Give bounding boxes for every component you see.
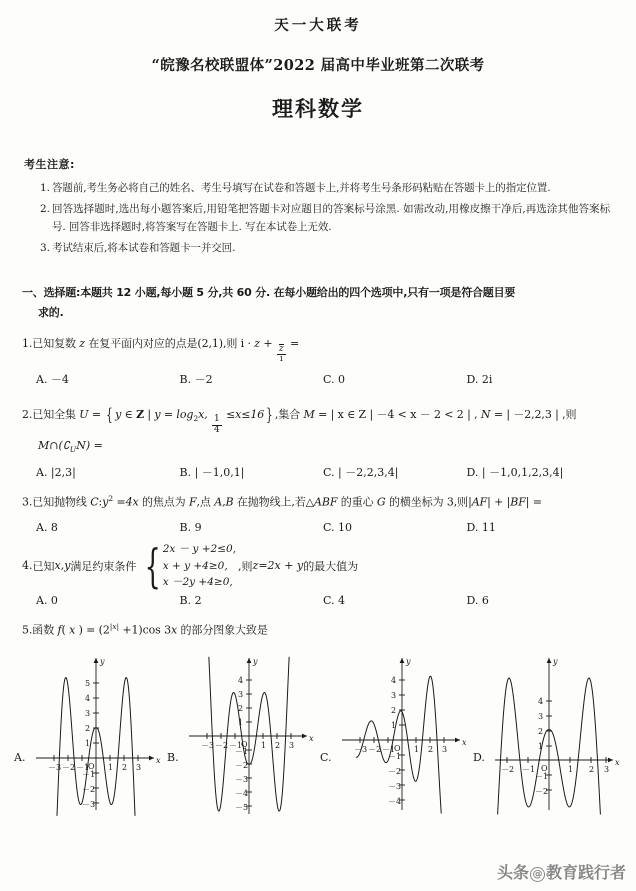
q3-text-e: 的重心 — [337, 495, 377, 509]
plot-c-xlabel: x — [462, 738, 467, 747]
q2-range: ≤x≤16 — [222, 407, 265, 421]
question-1-options — [36, 371, 610, 389]
svg-text:3: 3 — [442, 745, 448, 754]
notice-item-number: 3. — [40, 242, 51, 255]
question-1 — [22, 335, 610, 390]
q5-text-c: ) = (2 — [75, 623, 110, 637]
q2-option-a[interactable]: A. |2,3| — [36, 466, 76, 480]
plot-b-ylabel: y — [253, 657, 258, 666]
q2-brace-close: } — [266, 404, 273, 425]
svg-text:－4: －4 — [235, 789, 249, 798]
q5-graph-label-a: A. — [14, 750, 26, 764]
q5-var-x2: x — [171, 623, 178, 637]
question-5-stem — [22, 621, 610, 640]
svg-text:1: 1 — [538, 742, 544, 751]
watermark-suffix: 教育践行者 — [545, 863, 626, 882]
q1-fraction — [277, 344, 286, 365]
svg-text:1: 1 — [238, 718, 244, 727]
q3-text-f: 的横坐标为 3,则| — [385, 495, 472, 509]
candidate-notice — [24, 156, 610, 257]
plot-b-axes — [189, 657, 314, 814]
svg-text:1: 1 — [568, 765, 574, 774]
q5-text-a: 函数 — [32, 623, 58, 637]
q3-colon: : — [98, 495, 103, 509]
q2-option-b[interactable]: B. | －1,0,1| — [179, 466, 245, 480]
notice-item-text: 答题前,考生务必将自己的姓名、考生号填写在试卷和答题卡上,并将考生号条形码粘贴在答题卡上的指定位置. — [52, 181, 551, 194]
svg-text:1: 1 — [391, 721, 397, 730]
question-4 — [22, 538, 610, 593]
q5-exponent: |x| — [109, 622, 119, 632]
notice-item — [24, 200, 610, 236]
svg-text:－4: －4 — [388, 797, 402, 806]
q3-text-h: | = — [525, 495, 542, 509]
question-1-number: 1. — [22, 336, 33, 350]
q3-focus-f: F — [188, 495, 197, 509]
question-3-number: 3. — [22, 495, 33, 509]
svg-text:2: 2 — [428, 745, 434, 754]
notice-item-number: 1. — [40, 181, 51, 194]
svg-text:－1: －1 — [522, 765, 536, 774]
svg-text:－2: －2 — [235, 761, 249, 770]
q4-option-d[interactable]: D. 6 — [466, 594, 489, 608]
q4-option-b[interactable]: B. 2 — [179, 594, 202, 608]
q2-bar: | — [144, 407, 155, 421]
q3-option-a[interactable]: A. 8 — [36, 521, 58, 535]
svg-text:3: 3 — [136, 763, 142, 772]
q1-option-c[interactable]: C. 0 — [323, 373, 346, 387]
exam-subject: 理科数学 — [272, 97, 364, 121]
svg-text:1: 1 — [108, 763, 114, 772]
plot-d-axes — [495, 657, 620, 810]
q2-log-arg: x, — [198, 407, 212, 421]
plot-d-ylabel: y — [553, 657, 558, 666]
q5-graph-option-b[interactable] — [167, 650, 320, 818]
q3-option-b[interactable]: B. 9 — [179, 521, 202, 535]
q2-complement-expr: N) = — [76, 439, 103, 453]
q5-text-e: 的部分图象大致是 — [177, 623, 268, 637]
exam-title: “皖豫名校联盟体”2022 届高中毕业班第二次联考 — [151, 57, 485, 74]
q3-text-d: 在抛物线上,若△ — [233, 495, 315, 509]
q2-equals: = — [88, 407, 105, 421]
q3-exponent: 2 — [108, 494, 114, 504]
plot-b-y-arrow — [247, 658, 252, 663]
q1-text-a: 已知复数 — [32, 336, 80, 350]
section-heading — [22, 283, 610, 324]
q1-fraction-numerator: z — [278, 343, 284, 354]
q4-constraint-2: x + y +4≥0, — [162, 559, 228, 572]
question-2-options — [36, 464, 610, 482]
q2-set-n: N — [480, 407, 491, 421]
q3-points-ab: A,B — [214, 495, 234, 509]
svg-text:2: 2 — [538, 727, 544, 736]
q4-text-a: 已知 — [32, 559, 55, 573]
svg-text:－1: －1 — [82, 770, 96, 779]
svg-text:1: 1 — [261, 741, 267, 750]
svg-text:4: 4 — [238, 676, 244, 685]
q4-objective-expr: =2x + y — [258, 559, 304, 573]
notice-title: 考生注意: — [24, 158, 75, 171]
q3-text-b: 的焦点为 — [138, 495, 189, 509]
svg-text:－5: －5 — [235, 803, 249, 812]
svg-text:－1: －1 — [235, 747, 249, 756]
q5-graph-label-c: C. — [320, 750, 332, 764]
svg-text:－2: －2 — [215, 741, 229, 750]
q1-option-b[interactable]: B. －2 — [179, 373, 213, 387]
q3-option-d[interactable]: D. 11 — [466, 521, 496, 535]
svg-text:4: 4 — [391, 676, 397, 685]
q5-graph-label-d: D. — [473, 750, 485, 764]
q2-intersection: M∩(∁ — [38, 439, 70, 453]
section-heading-line1: 一、选择题:本题共 12 小题,每小题 5 分,共 60 分. 在每小题给出的四个选项中,只有一项是符合题目要 — [22, 286, 516, 300]
q2-fraction-numerator: 1 — [214, 414, 220, 425]
exam-organization: 天一大联考 — [274, 17, 362, 34]
svg-text:－2: －2 — [368, 745, 382, 754]
svg-text:2: 2 — [275, 741, 281, 750]
q5-plot-a — [32, 650, 164, 818]
q4-constraint-1: 2x － y +2≤0, — [162, 543, 237, 556]
svg-text:4: 4 — [538, 697, 544, 706]
svg-text:－3: －3 — [201, 741, 215, 750]
plot-d-origin: O — [541, 764, 548, 773]
q1-text-d: = — [286, 336, 300, 350]
notice-list — [24, 179, 610, 257]
q2-brace-open: { — [106, 404, 113, 425]
plot-c-y-arrow — [400, 658, 405, 663]
svg-text:－2: －2 — [388, 767, 402, 776]
q3-option-c[interactable]: C. 10 — [323, 521, 353, 535]
q4-constraint-3: x －2y +4≥0, — [162, 575, 233, 588]
q1-fraction-denominator: i — [279, 354, 283, 365]
question-3-stem — [22, 493, 610, 512]
plot-c-yticks — [388, 676, 405, 806]
svg-text:3: 3 — [604, 765, 610, 774]
plot-a-axes — [36, 657, 161, 810]
svg-text:2: 2 — [238, 704, 244, 713]
plot-d-xticks — [501, 757, 609, 774]
q1-var-z2: z — [254, 336, 260, 350]
q4-system-brace: { — [145, 538, 162, 593]
question-2 — [22, 401, 610, 483]
q1-text-c: + — [259, 336, 276, 350]
plot-d-xlabel: x — [615, 758, 620, 767]
question-5 — [22, 621, 610, 640]
svg-text:－3: －3 — [235, 775, 249, 784]
q1-var-z: z — [79, 336, 85, 350]
q3-equation: =4x — [113, 495, 139, 509]
svg-text:3: 3 — [391, 691, 397, 700]
plot-c-origin: O — [394, 744, 401, 753]
q5-graph-option-c[interactable] — [320, 650, 473, 818]
svg-text:－1: －1 — [76, 763, 90, 772]
notice-item-text: 回答选择题时,选出每小题答案后,用铅笔把答题卡对应题目的答案标号涂黑. 如需改动,用橡皮擦干净后,再选涂其他答案标号. 回答非选择题时,将答案写在答题卡上. 写在本试卷上无效. — [52, 202, 610, 233]
svg-text:3: 3 — [238, 690, 244, 699]
q3-text-c: ,点 — [196, 495, 215, 509]
q1-text-b: 在复平面内对应的点是(2,1),则 i · — [85, 336, 255, 350]
plot-a-xlabel: x — [156, 756, 161, 765]
plot-a-x-arrow — [149, 756, 154, 761]
q3-seg-bf: BF — [510, 495, 526, 509]
q5-var-x: x — [69, 623, 76, 637]
q2-log-base: 2 — [193, 413, 199, 423]
q5-graph-label-b: B. — [167, 750, 179, 764]
q2-fraction — [212, 415, 222, 435]
svg-text:1: 1 — [414, 745, 420, 754]
q3-var-y: y — [102, 495, 109, 509]
question-2-number: 2. — [22, 407, 33, 421]
svg-text:3: 3 — [289, 741, 295, 750]
svg-text:－3: －3 — [388, 782, 402, 791]
question-4-number: 4. — [22, 559, 33, 573]
q3-curve-c: C — [90, 495, 99, 509]
svg-text:－1: －1 — [535, 772, 549, 781]
question-3 — [22, 493, 610, 537]
svg-text:－2: －2 — [62, 763, 76, 772]
plot-d-yticks — [535, 697, 552, 796]
q4-constraint-rows — [163, 541, 236, 590]
plot-b-origin: O — [241, 740, 248, 749]
plot-a-ylabel: y — [100, 657, 105, 666]
svg-text:－2: －2 — [82, 785, 96, 794]
svg-text:－1: －1 — [382, 745, 396, 754]
notice-item-number: 2. — [40, 202, 51, 215]
question-4-options — [36, 592, 610, 610]
q5-plot-b — [185, 650, 317, 818]
svg-text:2: 2 — [391, 706, 397, 715]
plot-c-x-arrow — [455, 738, 460, 743]
q5-plot-c — [338, 650, 470, 818]
svg-text:2: 2 — [589, 765, 595, 774]
q5-func-f: f — [57, 623, 62, 637]
plot-c-ylabel: y — [406, 657, 411, 666]
svg-text:－1: －1 — [388, 752, 402, 761]
q4-text-e: 的最大值为 — [303, 559, 359, 573]
q3-seg-af: AF — [471, 495, 488, 509]
q2-set-m: M — [303, 407, 315, 421]
notice-item-text: 考试结束后,将本试卷和答题卡一并交回. — [52, 242, 236, 255]
q2-text-a: 已知全集 — [32, 407, 80, 421]
q1-option-a[interactable]: A. －4 — [36, 373, 69, 387]
svg-text:3: 3 — [85, 709, 91, 718]
q2-fraction-denominator: 4 — [214, 424, 220, 435]
q4-vars-xy: x,y — [54, 559, 71, 573]
q2-log-expr: y = log — [154, 407, 194, 421]
svg-text:2: 2 — [122, 763, 128, 772]
svg-text:3: 3 — [538, 712, 544, 721]
q4-option-a[interactable]: A. 0 — [36, 594, 58, 608]
svg-text:－3: －3 — [354, 745, 368, 754]
q4-text-b: 满足约束条件 — [70, 559, 137, 573]
question-1-stem — [22, 335, 610, 365]
q4-objective-z: z — [252, 559, 259, 573]
q2-option-d[interactable]: D. | －1,0,1,2,3,4| — [466, 466, 564, 480]
plot-b-x-arrow — [302, 734, 307, 739]
svg-text:－3: －3 — [48, 763, 62, 772]
q5-plot-d — [491, 650, 623, 818]
q5-text-d: +1)cos 3 — [119, 623, 172, 637]
q2-set-m-def: = | x ∈ Z | －4 < x － 2 < 2 | , — [314, 407, 481, 421]
notice-item — [24, 239, 610, 257]
q3-triangle-abf: ABF — [314, 495, 338, 509]
svg-text:4: 4 — [85, 694, 91, 703]
plot-a-y-arrow — [94, 658, 99, 663]
q4-constraint-system — [138, 538, 237, 593]
plot-d-x-arrow — [608, 758, 613, 763]
question-3-options — [36, 519, 610, 537]
watermark-at-icon: @ — [530, 867, 545, 882]
svg-text:－2: －2 — [535, 787, 549, 796]
q2-option-c[interactable]: C. | －2,2,3,4| — [323, 466, 399, 480]
q2-complement-sub: U — [69, 445, 77, 455]
q2-integer-set: Z — [136, 407, 144, 421]
q2-y-in: y ∈ — [115, 407, 137, 421]
q4-text-c: ,则 — [238, 559, 253, 573]
svg-text:－2: －2 — [501, 765, 515, 774]
plot-b-xlabel: x — [309, 734, 314, 743]
plot-d-y-arrow — [547, 658, 552, 663]
q2-set-u: U — [79, 407, 89, 421]
watermark-prefix: 头条 — [496, 863, 529, 882]
svg-text:5: 5 — [85, 679, 91, 688]
question-2-stem — [22, 401, 610, 436]
question-5-number: 5. — [22, 623, 33, 637]
q4-option-c[interactable]: C. 4 — [323, 594, 346, 608]
svg-text:－1: －1 — [229, 741, 243, 750]
q2-text-b: ,集合 — [274, 407, 304, 421]
q3-text-a: 已知抛物线 — [32, 495, 91, 509]
svg-text:－3: －3 — [82, 800, 96, 809]
notice-item — [24, 179, 610, 197]
q5-graph-option-a[interactable] — [14, 650, 167, 818]
svg-text:2: 2 — [85, 724, 91, 733]
plot-a-origin: O — [88, 762, 95, 771]
question-2-continuation — [22, 437, 610, 457]
q5-graph-option-d[interactable] — [473, 650, 626, 818]
section-heading-line2: 求的. — [38, 306, 64, 320]
q5-paren-open: ( — [61, 623, 70, 637]
watermark — [497, 860, 626, 883]
q1-option-d[interactable]: D. 2i — [466, 373, 493, 387]
svg-text:1: 1 — [85, 739, 91, 748]
q3-text-g: | + | — [487, 495, 511, 509]
q2-set-n-def: = | －2,2,3 | ,则 — [490, 407, 577, 421]
question-5-graph-options — [14, 650, 626, 818]
q3-centroid-g: G — [376, 495, 386, 509]
question-4-options-wrap — [22, 592, 610, 610]
